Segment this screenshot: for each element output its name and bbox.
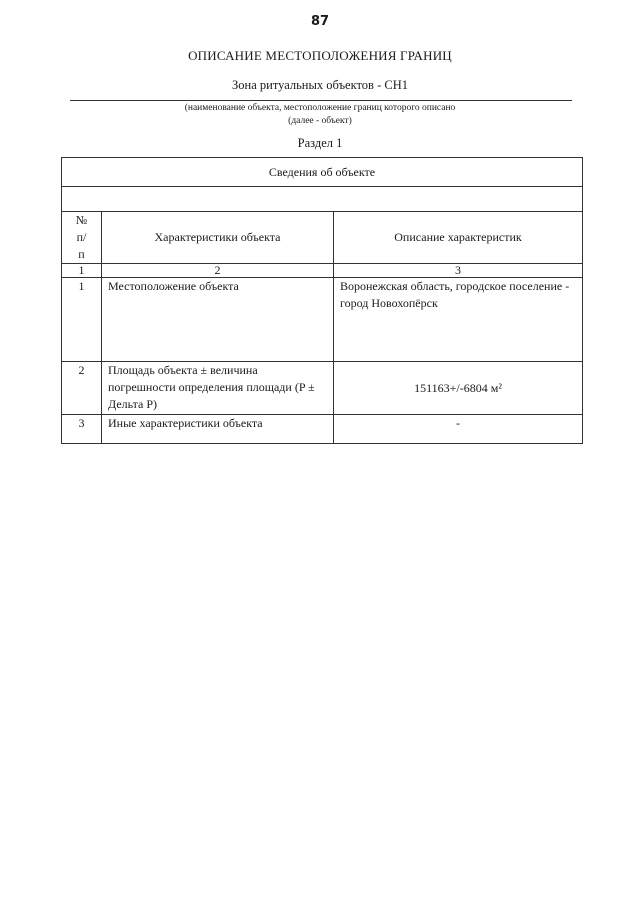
table-row xyxy=(62,415,583,444)
note-line-1: (наименование объекта, местоположение границ которого описано xyxy=(184,103,456,113)
document-title: ОПИСАНИЕ МЕСТОПОЛОЖЕНИЯ ГРАНИЦ xyxy=(188,48,452,63)
column-numbers-row xyxy=(62,264,583,278)
row-3-characteristic: Иные характеристики объекта xyxy=(102,415,334,444)
object-name-note xyxy=(0,102,640,128)
note-line-2: (далее - объект) xyxy=(288,116,352,126)
underline-rule xyxy=(70,100,572,101)
row-2-characteristic: Площадь объекта ± величина погрешности определения площади (P ± Дельта P) xyxy=(102,362,334,415)
table-row xyxy=(62,278,583,362)
row-1-characteristic: Местоположение объекта xyxy=(102,278,334,362)
row-3-description: - xyxy=(334,415,583,444)
table-caption-row xyxy=(62,158,583,187)
column-number-3: 3 xyxy=(334,264,583,278)
row-2-description: 151163+/-6804 м² xyxy=(334,362,583,415)
row-1-num: 1 xyxy=(62,278,102,362)
row-3-num: 3 xyxy=(62,415,102,444)
header-characteristic: Характеристики объекта xyxy=(102,212,334,264)
table-spacer-cell xyxy=(62,187,583,212)
row-1-description: Воронежская область, городское поселение - город Новохопёрск xyxy=(334,278,583,362)
page-number: 87 xyxy=(310,14,330,29)
header-num: № п/п xyxy=(62,212,102,264)
table-spacer-row xyxy=(62,187,583,212)
row-2-num: 2 xyxy=(62,362,102,415)
column-number-1: 1 xyxy=(62,264,102,278)
object-name: Зона ритуальных объектов - СН1 xyxy=(232,78,408,92)
table-caption: Сведения об объекте xyxy=(62,158,583,187)
object-info-table xyxy=(61,157,583,444)
table-row xyxy=(62,362,583,415)
table-header-row xyxy=(62,212,583,264)
header-description: Описание характеристик xyxy=(334,212,583,264)
section-title: Раздел 1 xyxy=(297,136,343,150)
column-number-2: 2 xyxy=(102,264,334,278)
